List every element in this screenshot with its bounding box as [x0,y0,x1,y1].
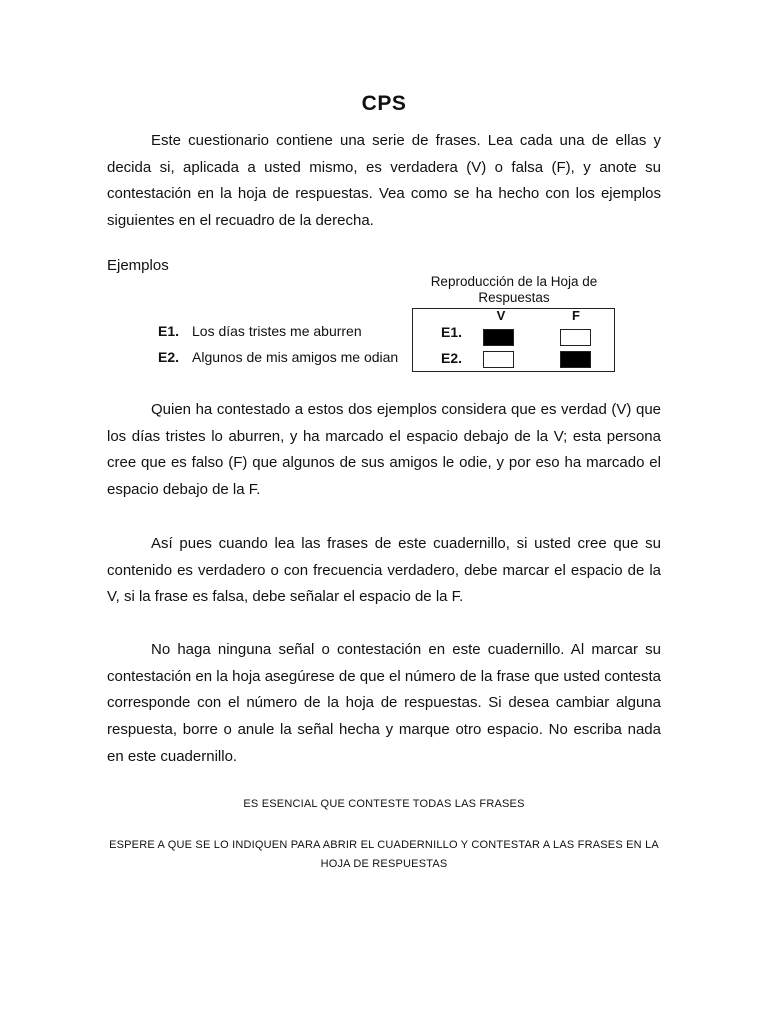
answer-sheet-caption: Reproducción de la Hoja de Respuestas [430,274,598,305]
explanation-paragraph: Quien ha contestado a estos dos ejemplos considera que es verdad (V) que los días tristes lo aburren, y ha marcado el espacio debajo de la V; esta persona cree que es falso (F) que algunos de sus amigos le odie, y por eso ha marcado el espacio debajo de la F. [107,401,661,499]
example-text: Algunos de mis amigos me odian [192,349,399,365]
example-number: E1. [158,323,180,339]
examples-label: Ejemplos [107,257,169,274]
answer-cell-e2-f [560,351,591,368]
column-header-v: V [496,308,506,323]
answer-cell-e1-f [560,329,591,346]
example-text: Los días tristes me aburren [192,323,362,339]
answer-cell-e2-v [483,351,514,368]
instruction-paragraph: Así pues cuando lea las frases de este cuadernillo, si usted cree que su contenido es verdadero o con frecuencia verdadero, debe marcar el espacio de la V, si la frase es falsa, debe señalar el espacio de la F. [107,535,661,606]
note-paragraph: No haga ninguna señal o contestación en este cuadernillo. Al marcar su contestación en la hoja asegúrese de que el número de la frase que usted contesta corresponde con el número de la hoja de respuestas. Si desea cambiar alguna respuesta, borre o anule la señal hecha y marque otro espacio. No escriba nada en este cuadernillo. [107,641,661,765]
essential-notice: ES ESENCIAL QUE CONTESTE TODAS LAS FRASES [243,798,525,810]
column-header-f: F [572,308,580,323]
answer-row-label: E2. [441,350,463,366]
intro-paragraph: Este cuestionario contiene una serie de frases. Lea cada una de ellas y decida si, aplicada a usted mismo, es verdadera (V) o falsa (F), y anote su contestación en la hoja de respuestas. Vea como se ha hecho con los ejemplos siguientes en el recuadro de la derecha. [107,132,661,230]
example-row [158,323,362,339]
example-row [158,349,398,365]
answer-cell-e1-v [483,329,514,346]
example-number: E2. [158,349,180,365]
answer-row-label: E1. [441,324,463,340]
document-title: CPS [361,92,407,115]
wait-notice: ESPERE A QUE SE LO INDIQUEN PARA ABRIR EL CUADERNILLO Y CONTESTAR A LAS FRASES EN LA HOJA DE RESPUESTAS [109,839,659,870]
